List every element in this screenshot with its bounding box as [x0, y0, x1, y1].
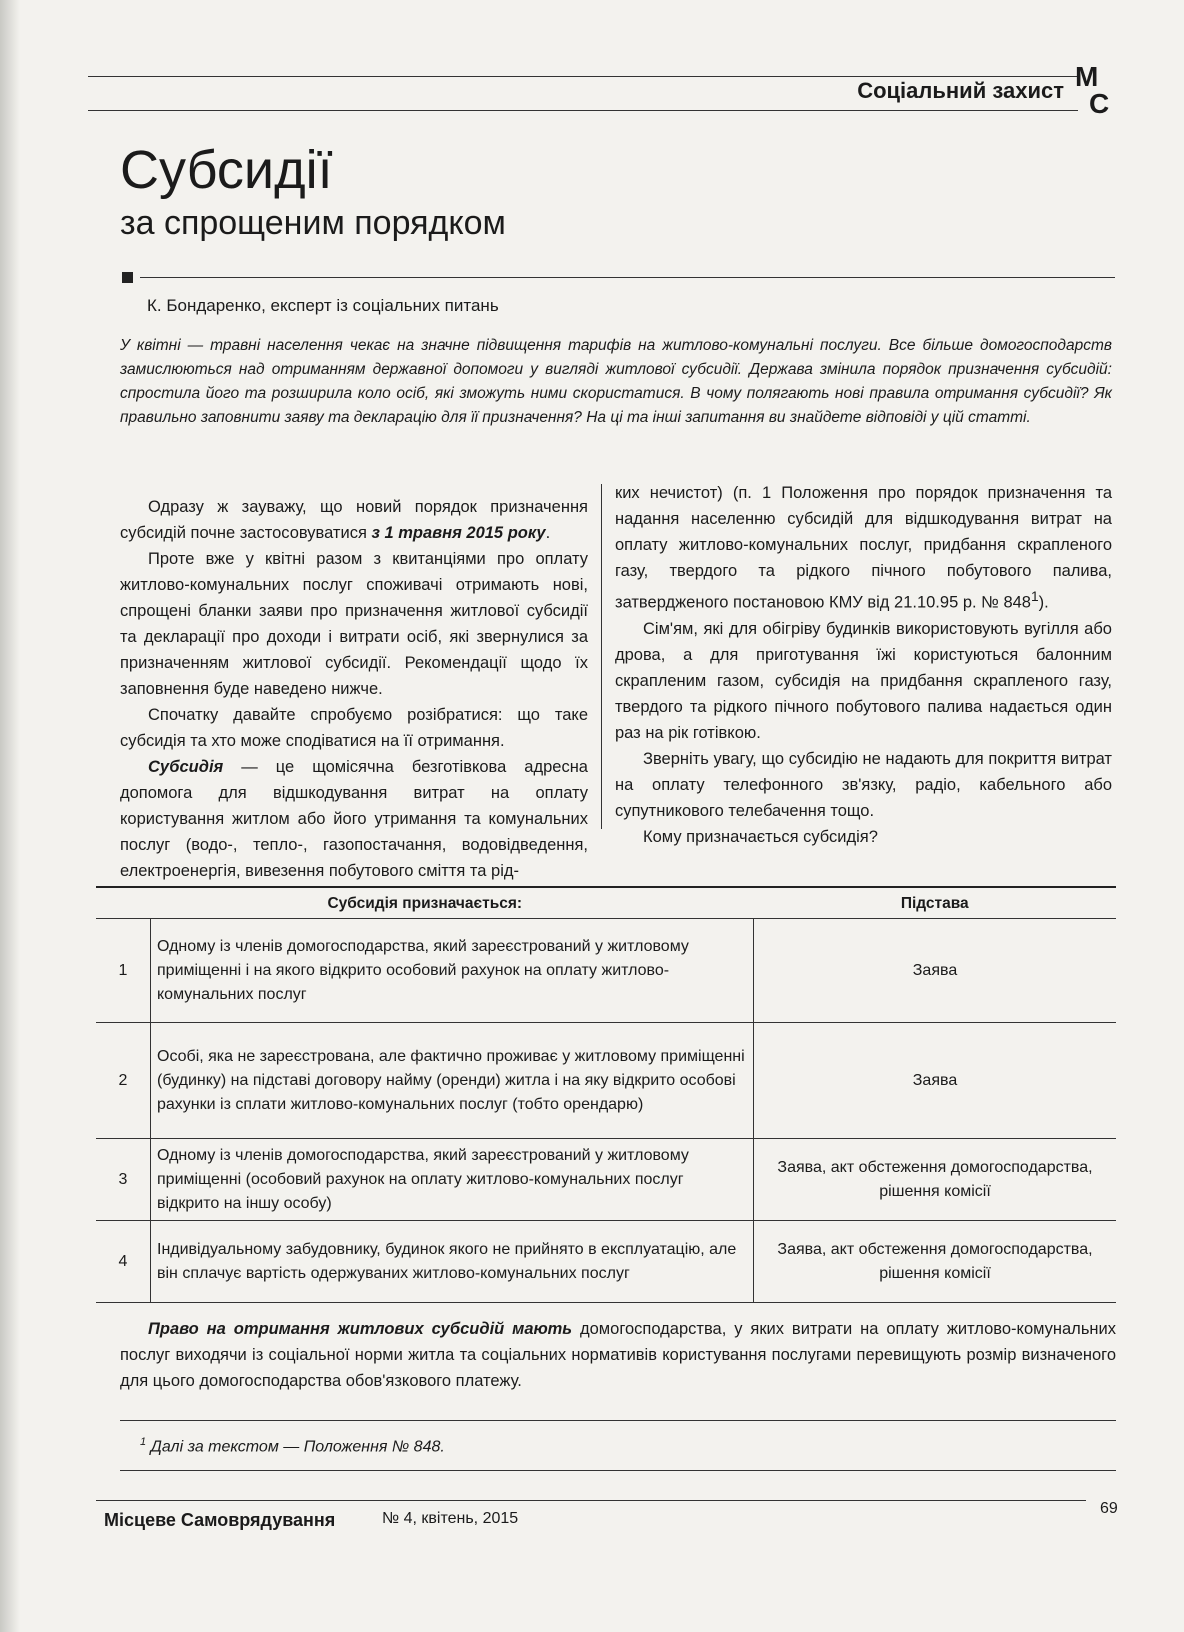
- footnote: $^1$ Далі за текстом — Положення № 848.: [140, 1436, 445, 1456]
- footnote-rule: [120, 1420, 1116, 1421]
- row-number: 4: [96, 1221, 151, 1303]
- logo-letter-m: М: [1075, 61, 1099, 92]
- logo-letter-c: С: [1089, 88, 1110, 119]
- header-rule-bottom: [88, 110, 1078, 111]
- footer-rule: [96, 1500, 1086, 1501]
- page-binding-edge: [0, 0, 20, 1632]
- table-row: [96, 1221, 1116, 1303]
- paragraph: Кому призначається субсидія?: [643, 827, 878, 846]
- row-description: Одному із членів домогосподарства, який зареєстрований у житловому приміщенні і на якого відкрито особовий рахунок на оплату житлово-комунальних послуг: [151, 919, 754, 1023]
- table-row: [96, 1139, 1116, 1221]
- magazine-name: Місцеве Самоврядування: [104, 1510, 336, 1530]
- row-description: Індивідуальному забудовнику, будинок якого не прийнято в експлуатацію, але він сплачує вартість одержуваних житлово-комунальних послуг: [151, 1221, 754, 1303]
- page-number: 69: [1100, 1500, 1118, 1517]
- row-basis: Заява: [754, 919, 1117, 1023]
- header-rule: [88, 76, 1078, 77]
- table-header-subsidy: Субсидія призначається:: [96, 890, 754, 919]
- row-number: 1: [96, 919, 151, 1023]
- article-lead: У квітні — травні населення чекає на значне підвищення тарифів на житлово-комунальні послуги. Все більше домогосподарств замислюються над отриманням державної допомоги у вигляді житлової субсидії. Держава змінила порядок призначення субсидій: спростила його та розширила коло осіб, які зможуть ними скористатися. В чому полягають нові правила отримання субсидії? Як правильно заповнити заяву та декларацію для її призначення? На ці та інші запитання ви знайдете відповіді у цій статті.: [120, 337, 1112, 426]
- issue-info: № 4, квітень, 2015: [382, 1510, 519, 1527]
- paragraph: Одразу ж зауважу, що новий порядок призначення субсидій почне застосовуватися з 1 травня 2015 року.: [120, 498, 588, 542]
- magazine-logo: [1075, 63, 1115, 119]
- row-description: Одному із членів домогосподарства, який зареєстрований у житловому приміщенні (особовий рахунок на оплату житлово-комунальних послуг відкрито на іншу особу): [151, 1139, 754, 1221]
- paragraph: Зверніть увагу, що субсидію не надають для покриття витрат на оплату телефонного зв'язку, радіо, кабельного або супутникового телебачення тощо.: [615, 749, 1112, 820]
- table-top-rule: [96, 886, 1116, 888]
- table-row: [96, 1023, 1116, 1139]
- paragraph: ких нечистот) (п. 1 Положення про порядок призначення та надання населенню субсидій для відшкодування витрат на оплату житлово-комунальних послуг, придбання скрапленого газу, твердого та рідкого пічного побутового палива, затвердженого постановою КМУ від 21.10.95 р. № $848^1$).: [615, 484, 1112, 612]
- table-header-basis: Підстава: [754, 890, 1117, 919]
- article-subtitle: за спрощеним порядком: [120, 204, 506, 242]
- table-header-row: [96, 890, 1116, 919]
- row-basis: Заява, акт обстеження домогосподарства, рішення комісії: [754, 1221, 1117, 1303]
- paragraph: Сім'ям, які для обігріву будинків використовують вугілля або дрова, а для приготування їжі користуються балонним скрапленим газом, субсидія на придбання скрапленого газу, твердого та рідкого пічного побутового палива надається один раз на рік готівкою.: [615, 619, 1112, 742]
- row-description: Особі, яка не зареєстрована, але фактично проживає у житловому приміщенні (будинку) на підставі договору найму (оренди) житла і на яку відкрито особові рахунки із сплати житлово-комунальних послуг (тобто орендарю): [151, 1023, 754, 1139]
- text-column-left: [120, 494, 588, 884]
- footnote-bottom-rule: [120, 1470, 1116, 1471]
- paragraph: Проте вже у квітні разом з квитанціями про оплату житлово-комунальних послуг споживачі отримають нові, спрощені бланки заяви про призначення житлової субсидії та декларації про доходи і витрати осіб, які звернулися за призначенням житлової субсидії. Рекомендації щодо їх заповнення буде наведено нижче.: [120, 550, 588, 698]
- column-divider: [601, 484, 602, 829]
- section-label: Соціальний захист: [857, 78, 1064, 103]
- start-date: з 1 травня 2015 року: [371, 524, 546, 542]
- paragraph: Субсидія — це щомісячна безготівкова адресна допомога для відшкодування витрат на оплату користування житлом або його утримання та комунальних послуг (водо-, тепло-, газопостачання, водовідведення, електроенергія, вивезення побутового сміття та рід-: [120, 758, 588, 880]
- author-line: К. Бондаренко, експерт із соціальних питань: [147, 296, 499, 315]
- definition-term: Субсидія: [148, 758, 224, 776]
- eligibility-note: [120, 1316, 1116, 1394]
- row-number: 2: [96, 1023, 151, 1139]
- row-basis: Заява, акт обстеження домогосподарства, рішення комісії: [754, 1139, 1117, 1221]
- row-number: 3: [96, 1139, 151, 1221]
- row-basis: Заява: [754, 1023, 1117, 1139]
- article-title: Субсидії: [120, 140, 333, 200]
- title-rule: [140, 277, 1115, 278]
- paragraph: Право на отримання житлових субсидій мають домогосподарства, у яких витрати на оплату житлово-комунальних послуг виходячи із соціальної норми житла та соціальних нормативів користування послугами перевищують розмір визначеного для цього домогосподарства обов'язкового платежу.: [120, 1320, 1116, 1390]
- bullet-square-icon: [122, 272, 133, 283]
- table-row: [96, 919, 1116, 1023]
- paragraph: Спочатку давайте спробуємо розібратися: що таке субсидія та хто може сподіватися на її отримання.: [120, 706, 588, 750]
- subsidy-table: [96, 890, 1116, 1303]
- text-column-right: [615, 480, 1112, 850]
